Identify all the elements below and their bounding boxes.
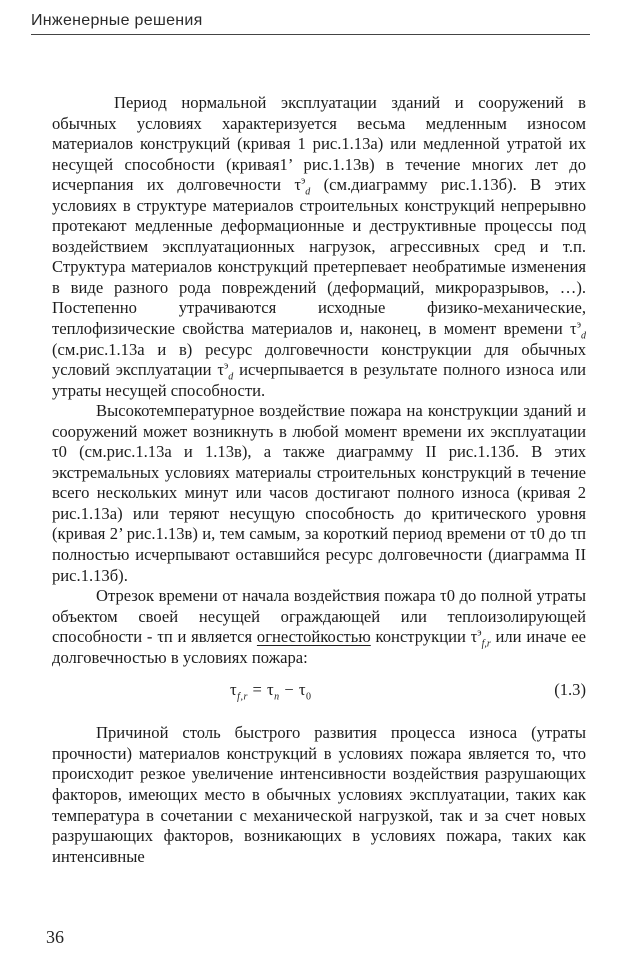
- subscript-fr: f,r: [237, 691, 248, 703]
- subscript-p-inline: п: [577, 524, 587, 544]
- superscript-e: э: [477, 627, 482, 639]
- symbol-tau: τ: [230, 680, 238, 700]
- text-run: Высокотемпературное воздействие пожара на конструкции зданий и сооружений может возникнуть в любой момент времени их эксплуатации: [52, 401, 586, 441]
- running-head-title: Инженерные решения: [31, 12, 203, 29]
- running-head: [31, 8, 590, 35]
- superscript-e: э: [576, 319, 581, 331]
- subscript-0-inline: 0: [446, 586, 455, 606]
- term-fire-resistance: огнестойкостью: [256, 627, 371, 647]
- subscript-p-inline: п: [163, 627, 173, 647]
- text-run: Отрезок времени от начала воздействия пожара: [96, 586, 441, 606]
- symbol-tau: τ: [157, 627, 164, 647]
- symbol-tau: τ: [298, 680, 306, 700]
- text-run: и является: [172, 627, 257, 647]
- superscript-e: э: [300, 175, 306, 187]
- symbol-tau: τ: [440, 586, 447, 606]
- text-run: исчерпывается в результате полного износа или утраты несущей способности.: [52, 360, 586, 400]
- text-run: (см.рис.1.13а и в) ресурс долговечности конструкции для обычных условий эксплуатации: [52, 339, 586, 380]
- text-run: Период нормальной эксплуатации зданий и сооружений в обычных условиях характеризуется весьма медленным износом материалов конструкций (кривая 1 рис.1.13а) или медленной утратой их несущей способности (кривая1’ рис.1.13в) в течение многих лет до исчерпания их долговечности: [52, 93, 586, 195]
- subscript-d: d: [581, 330, 586, 342]
- paragraph-fire-exposure: [52, 401, 586, 586]
- paragraph-wear-causes: [52, 723, 586, 867]
- symbol-tau: τ: [267, 680, 275, 700]
- superscript-e: э: [224, 360, 229, 372]
- symbol-tau: τ: [470, 627, 478, 647]
- symbol-tau: τ: [294, 175, 301, 195]
- text-run: Причиной столь быстрого развития процесса износа (утраты прочности) материалов конструкций в условиях пожара является то, что происходит резкое увеличение интенсивности воздействия разрушающих факторов, имеющих место в обычных условиях эксплуатации, таких как температура в сочетании с механической нагрузкой, так и за счет новых разрушающих факторов, возникающих в условиях пожара, таких как интенсивные: [52, 723, 586, 866]
- equation-expression: [230, 680, 312, 703]
- text-run: до полной утраты объектом своей несущей ограждающей или теплоизолирующей способности -: [52, 586, 586, 647]
- body-text: [52, 93, 586, 867]
- minus-sign: −: [279, 680, 299, 700]
- equals-sign: =: [247, 680, 267, 700]
- subscript-0: 0: [306, 691, 312, 703]
- text-run: конструкции: [370, 627, 471, 647]
- text-run: (см.диаграмму рис.1.13б). В этих условиях в структуре материалов строительных конструкций непрерывно протекают медленные деформационные и деструктивные процессы под воздействием эксплуатационных нагрузок, агрессивных сред и т.п. Структура материалов конструкций претерпевает необратимые изменения в виде разного рода повреждений (деформаций, микроразрывов, …). Постепенно утрачиваются исходные физико-механические, теплофизические свойства материалов и, наконец, в момент времени: [52, 175, 587, 339]
- paragraph-normal-service-period: [52, 93, 586, 401]
- text-run: (см.рис.1.13а и 1.13в), а также диаграмму II рис.1.13б. В этих экстремальных условиях материалы строительных конструкций в течение всего нескольких минут или часов достигают полного износа (кривая 2 рис.1.13а) или теряют несущую способность до критического уровня (кривая 2’ рис.1.13в) и, тем самым, за короткий период времени от: [52, 442, 586, 544]
- symbol-tau: τ: [529, 524, 537, 544]
- subscript-p: п: [274, 691, 280, 703]
- symbol-tau: τ: [570, 524, 578, 544]
- paragraph-fire-resistance-definition: [52, 586, 586, 668]
- page-number: 36: [46, 927, 64, 947]
- equation-number: (1.3): [554, 680, 586, 700]
- text-run: или иначе ее долговечностью в условиях пожара:: [52, 627, 586, 667]
- symbol-tau: τ: [217, 360, 224, 380]
- subscript-d: d: [228, 371, 234, 383]
- text-run: полностью исчерпывают оставшийся ресурс долговечности (диаграмма II рис.1.13б).: [52, 545, 586, 585]
- symbol-tau: τ: [52, 442, 59, 462]
- subscript-d: d: [305, 186, 311, 198]
- subscript-fr: f,r: [481, 638, 491, 650]
- subscript-0-inline: 0: [536, 524, 545, 544]
- equation-1-3: [52, 672, 586, 709]
- text-run: до: [544, 524, 571, 544]
- symbol-tau: τ: [570, 319, 577, 339]
- subscript-0-inline: 0: [58, 442, 67, 462]
